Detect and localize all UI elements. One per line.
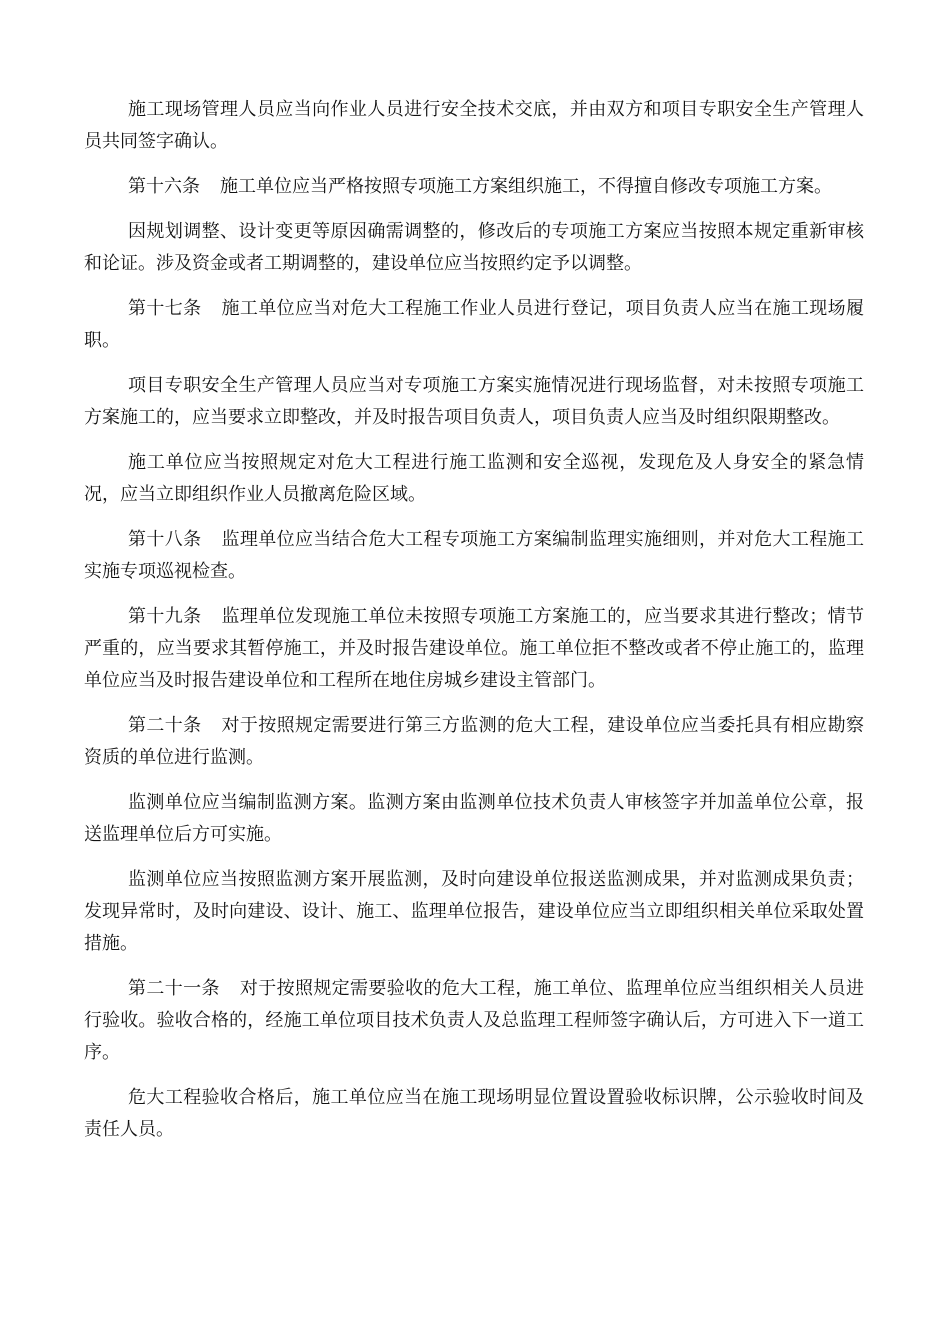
paragraph-text: 对于按照规定需要进行第三方监测的危大工程，建设单位应当委托具有相应勘察资质的单位进行监测。 bbox=[84, 715, 865, 768]
article-number: 第十八条 bbox=[128, 529, 202, 550]
paragraph bbox=[84, 171, 864, 203]
paragraph-text: 施工单位应当严格按照专项施工方案组织施工，不得擅自修改专项施工方案。 bbox=[220, 176, 832, 197]
paragraph-text: 因规划调整、设计变更等原因确需调整的，修改后的专项施工方案应当按照本规定重新审核和论证。涉及资金或者工期调整的，建设单位应当按照约定予以调整。 bbox=[84, 221, 864, 274]
paragraph bbox=[84, 1082, 864, 1146]
article-number: 第二十条 bbox=[128, 715, 202, 736]
paragraph-text: 对于按照规定需要验收的危大工程，施工单位、监理单位应当组织相关人员进行验收。验收合格的，经施工单位项目技术负责人及总监理工程师签字确认后，方可进入下一道工序。 bbox=[84, 978, 864, 1063]
article-number: 第十九条 bbox=[128, 606, 202, 627]
paragraph-text: 监测单位应当编制监测方案。监测方案由监测单位技术负责人审核签字并加盖单位公章，报送监理单位后方可实施。 bbox=[84, 792, 864, 845]
paragraph bbox=[84, 864, 864, 960]
paragraph bbox=[84, 601, 864, 697]
article-number: 第二十一条 bbox=[128, 978, 220, 999]
article-number: 第十七条 bbox=[128, 298, 202, 319]
paragraph bbox=[84, 524, 864, 588]
paragraph bbox=[84, 447, 864, 511]
paragraph-text: 监理单位发现施工单位未按照专项施工方案施工的，应当要求其进行整改；情节严重的，应当要求其暂停施工，并及时报告建设单位。施工单位拒不整改或者不停止施工的，监理单位应当及时报告建设单位和工程所在地住房城乡建设主管部门。 bbox=[84, 606, 865, 691]
paragraph bbox=[84, 216, 864, 280]
paragraph-text: 项目专职安全生产管理人员应当对专项施工方案实施情况进行现场监督，对未按照专项施工方案施工的，应当要求立即整改，并及时报告项目负责人，项目负责人应当及时组织限期整改。 bbox=[84, 375, 864, 428]
paragraph-text: 施工单位应当按照规定对危大工程进行施工监测和安全巡视，发现危及人身安全的紧急情况，应当立即组织作业人员撤离危险区域。 bbox=[84, 452, 864, 505]
paragraph bbox=[84, 787, 864, 851]
document-page bbox=[84, 94, 864, 1159]
paragraph-text: 危大工程验收合格后，施工单位应当在施工现场明显位置设置验收标识牌，公示验收时间及责任人员。 bbox=[84, 1087, 864, 1140]
paragraph bbox=[84, 973, 864, 1069]
paragraph bbox=[84, 710, 864, 774]
paragraph bbox=[84, 94, 864, 158]
paragraph-text: 施工现场管理人员应当向作业人员进行安全技术交底，并由双方和项目专职安全生产管理人员共同签字确认。 bbox=[84, 99, 864, 152]
paragraph bbox=[84, 293, 864, 357]
paragraph-text: 监测单位应当按照监测方案开展监测，及时向建设单位报送监测成果，并对监测成果负责；发现异常时，及时向建设、设计、施工、监理单位报告，建设单位应当立即组织相关单位采取处置措施。 bbox=[84, 869, 864, 954]
paragraph-text: 施工单位应当对危大工程施工作业人员进行登记，项目负责人应当在施工现场履职。 bbox=[84, 298, 865, 351]
paragraph bbox=[84, 370, 864, 434]
article-number: 第十六条 bbox=[128, 176, 200, 197]
paragraph-text: 监理单位应当结合危大工程专项施工方案编制监理实施细则，并对危大工程施工实施专项巡视检查。 bbox=[84, 529, 865, 582]
